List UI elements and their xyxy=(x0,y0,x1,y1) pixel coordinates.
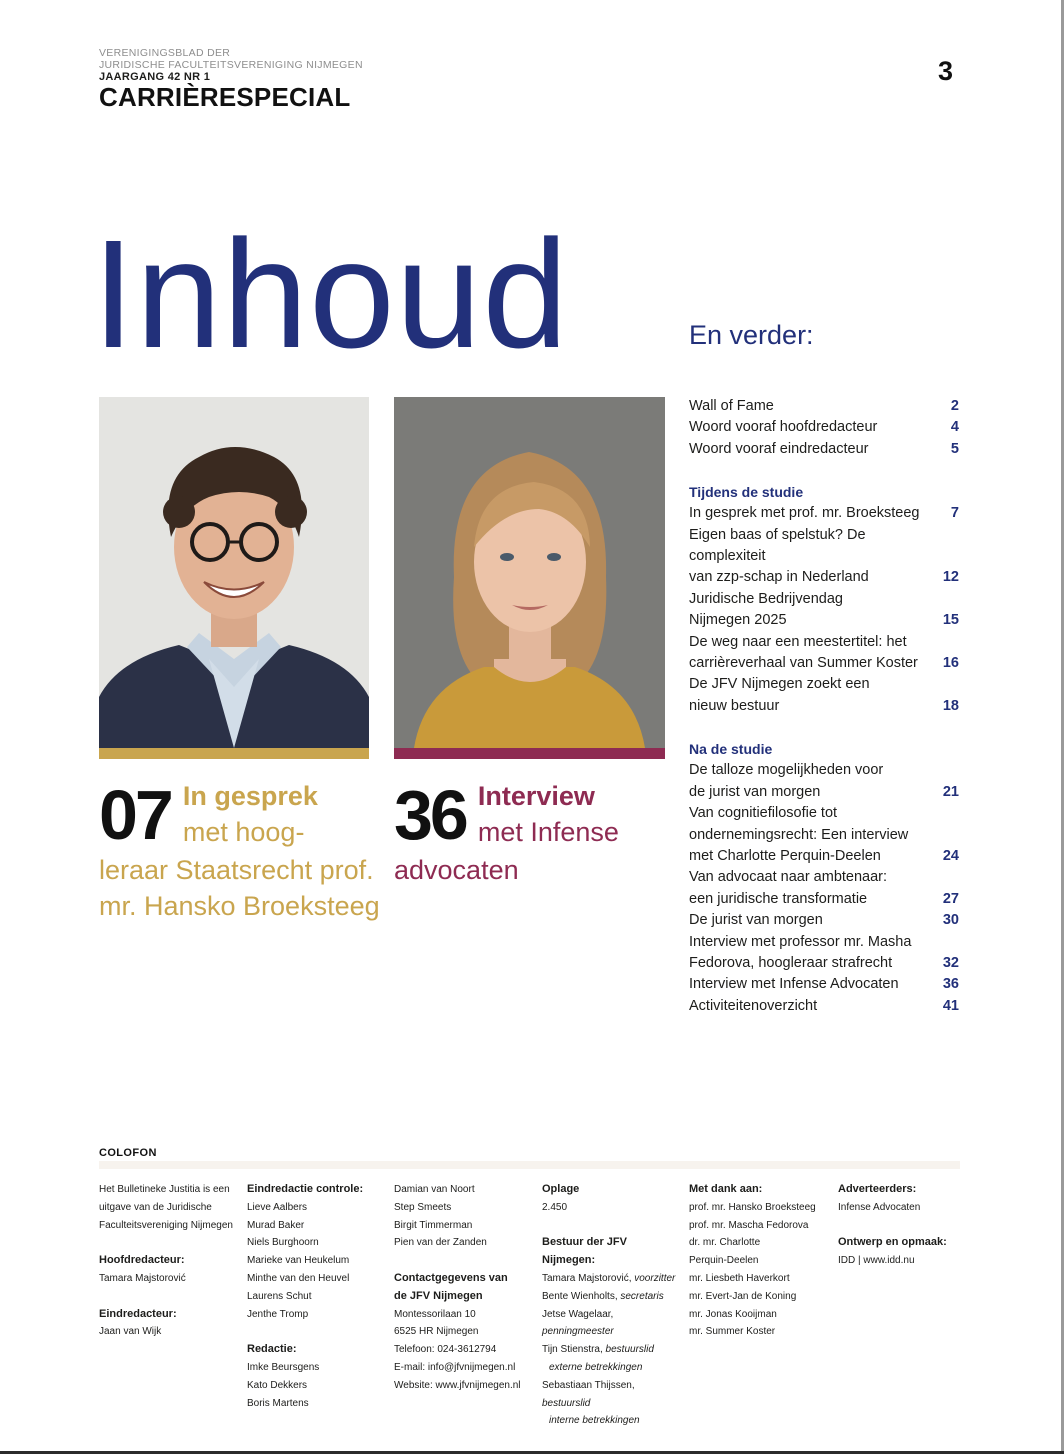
colofon-title: COLOFON xyxy=(99,1147,157,1159)
toc-entry-title: De JFV Nijmegen zoekt een nieuw bestuur xyxy=(689,676,870,714)
colofon-value: Damian van Noort xyxy=(394,1184,475,1195)
board-member-role: externe betrekkingen xyxy=(549,1361,643,1373)
masthead-subtitle-line2: JURIDISCHE FACULTEITSVERENIGING NIJMEGEN xyxy=(99,58,363,71)
colofon-label: Contactgegevens van xyxy=(394,1271,508,1284)
portrait-photo-broeksteeg xyxy=(99,397,369,748)
toc-entry[interactable] xyxy=(689,439,959,460)
colofon-label: Nijmegen: xyxy=(542,1254,596,1267)
toc-entry[interactable] xyxy=(689,417,959,438)
toc-entry[interactable] xyxy=(689,867,959,910)
toc-entry-page: 2 xyxy=(950,398,959,414)
colofon-value: mr. Summer Koster xyxy=(689,1326,776,1338)
page-number: 3 xyxy=(938,56,954,86)
masthead-subtitle-line1: VERENIGINGSBLAD DER xyxy=(99,47,231,59)
colofon-value: Birgit Timmerman xyxy=(394,1219,473,1231)
toc-section-heading: Na de studie xyxy=(689,741,773,758)
toc-entry-page: 5 xyxy=(950,440,959,457)
colofon-value: prof. mr. Mascha Fedorova xyxy=(689,1219,809,1231)
colofon-value: Kato Dekkers xyxy=(247,1379,308,1391)
board-member-name: Jetse Wagelaar, xyxy=(542,1308,614,1320)
colofon-value: E-mail: info@jfvnijmegen.nl xyxy=(394,1361,516,1373)
feature-interview-infense[interactable] xyxy=(394,778,654,888)
board-member-name: Sebastiaan Thijssen, xyxy=(542,1379,635,1391)
feature-page-number: 07 xyxy=(99,776,171,854)
toc-entry-page: 18 xyxy=(942,697,959,714)
board-member xyxy=(542,1270,682,1288)
toc-section-heading: Tijdens de studie xyxy=(689,484,804,501)
toc-entry-page: 4 xyxy=(950,419,959,436)
toc-entry-title: De talloze mogelijkheden voor de jurist van morgen xyxy=(689,762,884,800)
feature-subtitle-line: leraar Staatsrecht prof. xyxy=(99,855,374,885)
colofon-value: prof. mr. Hansko Broeksteeg xyxy=(689,1201,816,1213)
further-heading: En verder: xyxy=(689,320,814,350)
toc-entry[interactable] xyxy=(689,910,959,931)
toc-entry[interactable] xyxy=(689,525,959,589)
toc-entry-page: 41 xyxy=(942,997,959,1014)
feature-subtitle-line: met hoog- xyxy=(182,817,305,847)
colofon-value: Step Smeets xyxy=(394,1201,452,1213)
colofon-value: Imke Beursgens xyxy=(247,1361,320,1373)
colofon-value: Telefoon: 024-3612794 xyxy=(394,1344,497,1356)
toc-entry[interactable] xyxy=(689,589,959,632)
colofon-value: Website: www.jfvnijmegen.nl xyxy=(394,1379,521,1391)
feature-subtitle-line: met Infense xyxy=(477,817,619,847)
colofon-label: Eindredactie controle: xyxy=(247,1183,364,1195)
colofon-value: Lieve Aalbers xyxy=(247,1201,308,1213)
board-member xyxy=(542,1288,682,1306)
toc-entry[interactable] xyxy=(689,674,959,717)
board-member-name: Bente Wienholts, xyxy=(542,1290,621,1302)
colofon-value: mr. Liesbeth Haverkort xyxy=(689,1272,790,1284)
toc-entry-page: 24 xyxy=(942,847,959,864)
board-member xyxy=(542,1306,682,1342)
colofon-column-2 xyxy=(247,1181,387,1412)
colofon-value: Montessorilaan 10 xyxy=(394,1308,476,1320)
colofon-intro-line: uitgave van de Juridische xyxy=(99,1201,212,1213)
toc-entry-title: Van cognitiefilosofie tot ondernemingsrecht: Een interview met Charlotte Perquin-Deelen xyxy=(689,805,909,864)
toc-entry-title: Wall of Fame xyxy=(689,398,774,414)
toc-entry-title: Interview met professor mr. Masha Fedorova, hoogleraar strafrecht xyxy=(689,933,912,971)
colofon-column-4 xyxy=(542,1181,682,1430)
colofon-value: Marieke van Heukelum xyxy=(247,1255,350,1267)
colofon-value: Laurens Schut xyxy=(247,1290,312,1302)
colofon-value: Niels Burghoorn xyxy=(247,1237,319,1249)
issue-label: JAARGANG 42 NR 1 xyxy=(99,71,211,83)
toc-entry[interactable] xyxy=(689,503,959,524)
colofon-value: 2.450 xyxy=(542,1201,568,1213)
toc-entry-title: Woord vooraf hoofdredacteur xyxy=(689,419,878,436)
masthead xyxy=(99,48,419,111)
toc-entry-title: Activiteitenoverzicht xyxy=(689,997,818,1014)
colofon-value: Minthe van den Heuvel xyxy=(247,1272,350,1284)
colofon-value: Murad Baker xyxy=(247,1219,305,1231)
toc-entry[interactable] xyxy=(689,974,959,995)
page-title: Inhoud xyxy=(92,208,570,380)
colofon-value: Perquin-Deelen xyxy=(689,1255,759,1267)
toc-entry-title: De jurist van morgen xyxy=(689,912,823,929)
toc-entry-page: 21 xyxy=(942,783,959,800)
toc-entry-title: Van advocaat naar ambtenaar: een juridische transformatie xyxy=(689,869,888,907)
board-member xyxy=(542,1341,682,1359)
board-member-role: bestuurslid xyxy=(605,1344,654,1356)
toc-entry[interactable] xyxy=(689,803,959,867)
colofon-value: dr. mr. Charlotte xyxy=(689,1237,761,1249)
feature-subtitle-line: mr. Hansko Broeksteeg xyxy=(99,891,380,921)
toc-entry-title: Woord vooraf eindredacteur xyxy=(689,440,869,457)
toc-entry-title: Interview met Infense Advocaten xyxy=(689,976,899,993)
board-member-role: secretaris xyxy=(620,1290,664,1302)
colofon-column-1 xyxy=(99,1181,239,1341)
toc-entry[interactable] xyxy=(689,396,959,417)
special-title: CARRIÈRESPECIAL xyxy=(99,82,351,112)
toc-entry-page: 7 xyxy=(950,505,959,522)
colofon-label: Met dank aan: xyxy=(689,1183,763,1195)
portrait-photo-infense xyxy=(394,397,665,748)
colofon-value: mr. Evert-Jan de Koning xyxy=(689,1290,797,1302)
colofon-label: Eindredacteur: xyxy=(99,1307,177,1320)
board-member-role: bestuurslid xyxy=(542,1397,591,1409)
colofon-column-6 xyxy=(838,1181,963,1270)
colofon-value: IDD | www.idd.nu xyxy=(838,1255,915,1267)
toc-entry-page: 16 xyxy=(942,655,959,672)
colofon-label: Hoofdredacteur: xyxy=(99,1254,185,1267)
colofon-value: Jenthe Tromp xyxy=(247,1308,309,1320)
board-member-name: Tijn Stienstra, xyxy=(542,1344,606,1356)
toc-entry-page: 15 xyxy=(942,612,959,629)
toc-entry-title: Juridische Bedrijvendag Nijmegen 2025 xyxy=(689,590,843,629)
toc-entry-page: 36 xyxy=(942,976,959,993)
feature-heading: In gesprek xyxy=(182,781,318,811)
colofon-label: de JFV Nijmegen xyxy=(394,1289,483,1302)
colofon-divider xyxy=(99,1161,960,1169)
colofon-value: Tamara Majstorović xyxy=(99,1272,186,1284)
feature-page-number: 36 xyxy=(394,776,466,854)
colofon-label: Adverteerders: xyxy=(838,1183,917,1195)
feature-heading: Interview xyxy=(477,781,595,811)
toc-entry-title: In gesprek met prof. mr. Broeksteeg xyxy=(689,505,920,522)
colofon-label: Ontwerp en opmaak: xyxy=(838,1236,947,1249)
colofon-intro-line: Faculteitsvereniging Nijmegen xyxy=(99,1219,233,1231)
colofon-value: Boris Martens xyxy=(247,1397,309,1409)
board-member-role: interne betrekkingen xyxy=(549,1415,640,1427)
colofon-column-5 xyxy=(689,1181,829,1341)
board-member xyxy=(542,1377,682,1413)
table-of-contents xyxy=(689,396,959,1017)
colofon-value: 6525 HR Nijmegen xyxy=(394,1326,479,1338)
colofon-value: mr. Jonas Kooijman xyxy=(689,1308,777,1320)
colofon-label: Bestuur der JFV xyxy=(542,1236,627,1249)
board-member-role: voorzitter xyxy=(634,1272,676,1284)
colofon-column-3 xyxy=(394,1181,534,1395)
toc-entry-page: 32 xyxy=(942,954,959,971)
colofon-value: Jaan van Wijk xyxy=(99,1326,162,1338)
toc-entry[interactable] xyxy=(689,760,959,803)
toc-entry-page: 27 xyxy=(942,890,959,907)
accent-bar-gold xyxy=(99,748,369,759)
colofon-value: Pien van der Zanden xyxy=(394,1237,487,1249)
toc-entry-title: Eigen baas of spelstuk? De complexiteit van zzp-schap in Nederland xyxy=(689,526,869,586)
toc-entry-page: 12 xyxy=(942,569,959,586)
colofon-label: Oplage xyxy=(542,1183,580,1195)
colofon-value: Infense Advocaten xyxy=(838,1201,921,1213)
toc-entry[interactable] xyxy=(689,632,959,675)
colofon-label: Redactie: xyxy=(247,1343,297,1356)
colofon-intro-line: Het Bulletineke Justitia is een xyxy=(99,1184,230,1195)
board-member-role: penningmeester xyxy=(542,1326,614,1338)
toc-entry[interactable] xyxy=(689,932,959,975)
feature-subtitle-line: advocaten xyxy=(394,855,519,885)
feature-interview-broeksteeg[interactable] xyxy=(99,778,389,924)
board-member-name: Tamara Majstorović, xyxy=(542,1272,635,1284)
accent-bar-wine xyxy=(394,748,665,759)
toc-entry[interactable] xyxy=(689,996,959,1017)
toc-entry-title: De weg naar een meestertitel: het carrièreverhaal van Summer Koster xyxy=(689,633,918,672)
toc-entry-page: 30 xyxy=(942,912,959,929)
